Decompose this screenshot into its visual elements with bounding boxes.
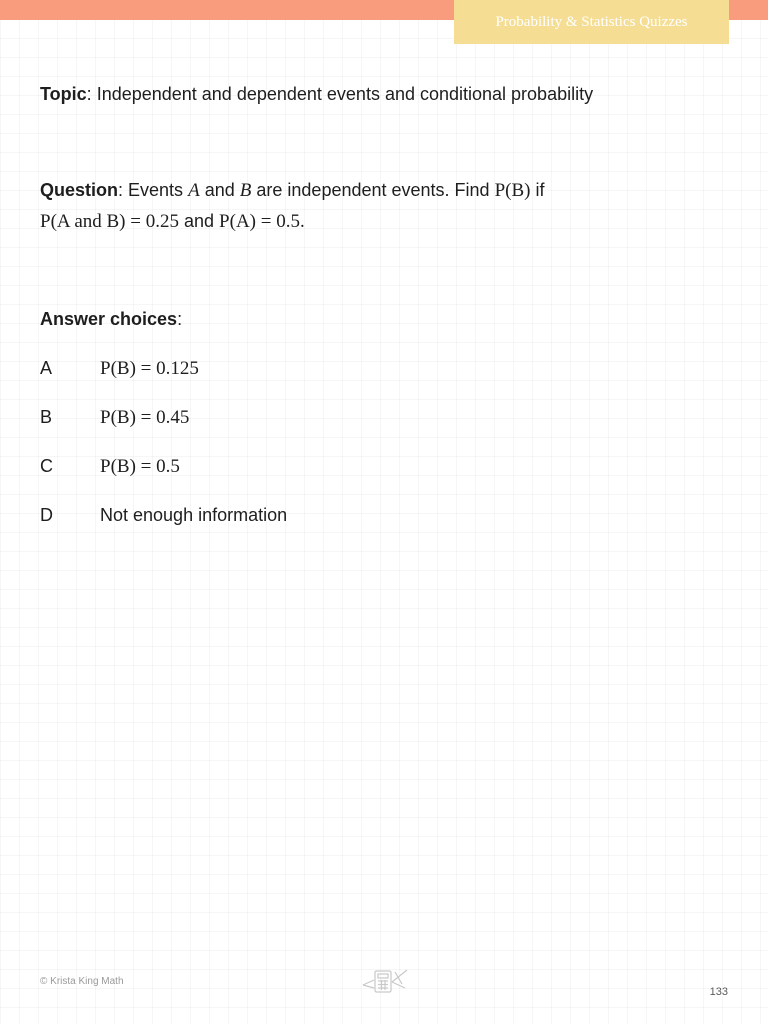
topic-label: Topic (40, 84, 87, 104)
header-tab (454, 0, 729, 44)
answer-choice-c (40, 456, 180, 478)
choice-letter: C (40, 456, 53, 476)
answer-choices-heading: Answer choices: (40, 309, 183, 329)
answer-choice-a (40, 358, 199, 380)
question-label: Question (40, 180, 119, 200)
answer-choices-label: Answer choices (40, 309, 178, 329)
question-line-2 (40, 211, 305, 233)
choice-text: P(B) = 0.45 (100, 407, 190, 428)
find-expression: P(B) (494, 180, 531, 201)
question-and-2: and (183, 211, 215, 231)
var-b: B (239, 180, 252, 201)
question-if: if (535, 180, 545, 200)
header-title: Probability & Statistics Quizzes (495, 13, 688, 30)
question-suffix: are independent events. Find (256, 180, 490, 200)
answer-choice-b (40, 407, 189, 429)
topic-text: Independent and dependent events and conditional probability (96, 84, 594, 104)
choice-letter: D (40, 505, 53, 525)
var-a: A (188, 180, 200, 201)
topic-line: Topic: Independent and dependent events and conditional probability (40, 84, 594, 104)
question-line-1: Question: Events A and B are independent events. Find P(B) if (40, 180, 545, 201)
choice-letter: B (40, 407, 53, 427)
copyright-text: © Krista King Math (40, 976, 124, 987)
choice-letter: A (40, 358, 53, 378)
question-and: and (204, 180, 235, 200)
choice-text: Not enough information (100, 505, 288, 525)
page-number: 133 (709, 986, 728, 998)
given-expression-2: P(A) = 0.5. (219, 211, 305, 232)
question-prefix: Events (128, 180, 184, 200)
choice-text: P(B) = 0.5 (100, 456, 180, 477)
given-expression-1: P(A and B) = 0.25 (40, 211, 179, 232)
choice-text: P(B) = 0.125 (100, 358, 199, 379)
answer-choice-d (40, 505, 287, 526)
calculator-pencil-logo-icon (361, 966, 409, 996)
